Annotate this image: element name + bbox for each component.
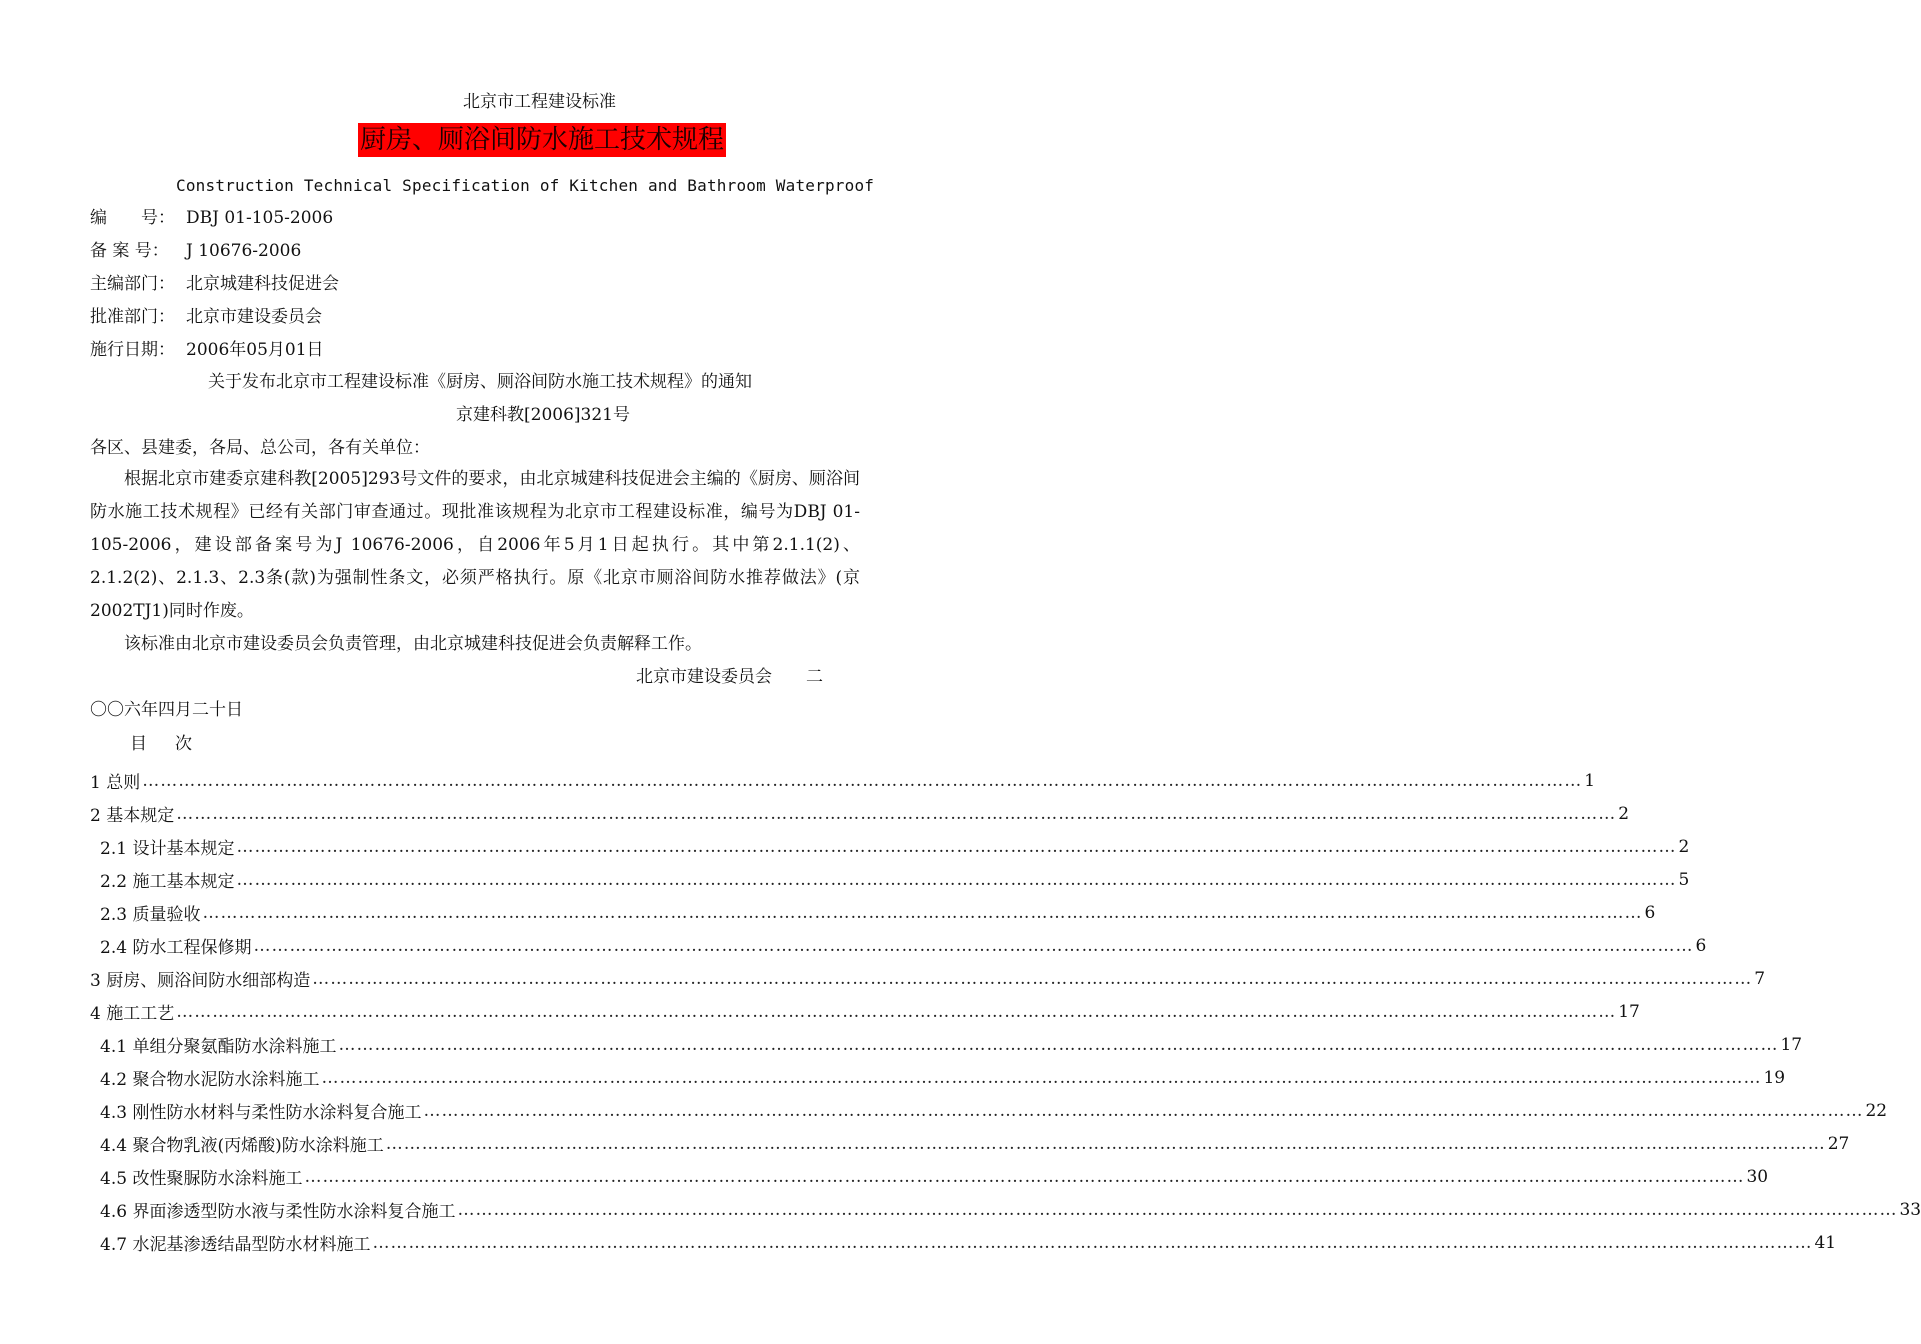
toc-entry[interactable]	[90, 1061, 1786, 1094]
toc-entry[interactable]	[90, 797, 1630, 830]
toc-entry-label: 2 基本规定	[90, 806, 175, 826]
notice-title: 关于发布北京市工程建设标准《厨房、厕浴间防水施工技术规程》的通知	[208, 372, 752, 392]
english-title: Construction Technical Specification of Kitchen and Bathroom Waterproof	[176, 176, 875, 195]
document-title: 厨房、厕浴间防水施工技术规程	[360, 125, 725, 155]
meta-editor	[90, 273, 339, 295]
toc-entry-page: 6	[1695, 935, 1707, 956]
toc-leader-dots: ……………………………………………………………………………………………………………………………………………………………………………………………………………………	[236, 869, 1677, 890]
toc-entry-page: 17	[1618, 1001, 1640, 1022]
meta-date	[90, 339, 324, 361]
toc-entry-label: 3 厨房、厕浴间防水细部构造	[90, 971, 311, 991]
toc-leader-dots: ……………………………………………………………………………………………………………………………………………………………………………………………………………………	[304, 1166, 1745, 1187]
toc-leader-dots: ……………………………………………………………………………………………………………………………………………………………………………………………………………………	[338, 1034, 1779, 1055]
toc-leader-dots: ……………………………………………………………………………………………………………………………………………………………………………………………………………………	[176, 803, 1617, 824]
toc-entry[interactable]	[90, 1226, 1837, 1259]
toc-leader-dots: ……………………………………………………………………………………………………………………………………………………………………………………………………………………	[385, 1133, 1826, 1154]
notice-paragraph-1: 根据北京市建委京建科教[2005]293号文件的要求，由北京城建科技促进会主编的《厨房、厕浴间防水施工技术规程》已经有关部门审查通过。现批准该规程为北京市工程建设标准，编号为DBJ 01-105-2006，建设部备案号为J 10676-2006，自2006年5月1日起执行。其中第2.1.1(2)、2.1.2(2)、2.1.3、2.3条(款)为强制性条文，必须严格执行。原《北京市厕浴间防水推荐做法》(京2002TJ1)同时作废。	[90, 469, 860, 621]
toc-entry-label: 4.2 聚合物水泥防水涂料施工	[100, 1070, 320, 1090]
toc-entry-page: 19	[1763, 1067, 1786, 1088]
toc-entry-page: 2	[1618, 803, 1630, 824]
toc-leader-dots: ……………………………………………………………………………………………………………………………………………………………………………………………………………………	[253, 935, 1694, 956]
signature-date: 〇〇六年四月二十日	[90, 700, 243, 720]
toc-entry[interactable]	[90, 896, 1656, 929]
toc-entry[interactable]	[90, 1160, 1769, 1193]
standard-series: 北京市工程建设标准	[463, 92, 616, 112]
meta-code-value: DBJ 01-105-2006	[186, 208, 334, 228]
toc-leader-dots: ……………………………………………………………………………………………………………………………………………………………………………………………………………………	[457, 1199, 1898, 1220]
toc-leader-dots: ……………………………………………………………………………………………………………………………………………………………………………………………………………………	[142, 770, 1583, 791]
toc-entry[interactable]	[90, 995, 1640, 1028]
toc-entry-page: 2	[1678, 836, 1690, 857]
toc-leader-dots: ……………………………………………………………………………………………………………………………………………………………………………………………………………………	[372, 1232, 1813, 1253]
toc-entry-page: 22	[1865, 1100, 1888, 1121]
toc-leader-dots: ……………………………………………………………………………………………………………………………………………………………………………………………………………………	[236, 836, 1677, 857]
toc-entry-label: 2.3 质量验收	[100, 905, 201, 925]
toc-entry[interactable]	[90, 830, 1690, 863]
meta-date-value: 2006年05月01日	[186, 340, 324, 360]
signature: 北京市建设委员会 二	[636, 667, 823, 687]
toc-entry[interactable]	[90, 863, 1690, 896]
toc-leader-dots: ……………………………………………………………………………………………………………………………………………………………………………………………………………………	[176, 1001, 1617, 1022]
meta-approver-value: 北京市建设委员会	[186, 307, 322, 327]
toc-leader-dots: ……………………………………………………………………………………………………………………………………………………………………………………………………………………	[202, 902, 1643, 923]
meta-editor-label: 主编部门：	[90, 274, 175, 294]
toc-title-a: 目	[130, 734, 147, 754]
toc-entry-label: 4.5 改性聚脲防水涂料施工	[100, 1169, 303, 1189]
toc-entry[interactable]	[90, 1094, 1888, 1127]
toc-entry-page: 7	[1754, 968, 1766, 989]
toc-title-b: 次	[175, 734, 192, 754]
meta-editor-value: 北京城建科技促进会	[186, 274, 339, 294]
toc-entry-page: 17	[1780, 1034, 1803, 1055]
toc-entry[interactable]	[90, 962, 1766, 995]
meta-approver-label: 批准部门：	[90, 307, 175, 327]
toc-entry[interactable]	[90, 1127, 1850, 1160]
meta-code	[90, 207, 333, 229]
toc-title	[130, 733, 192, 755]
notice-addressee: 各区、县建委，各局、总公司，各有关单位：	[90, 438, 430, 458]
meta-approver	[90, 306, 322, 328]
toc-entry-label: 2.4 防水工程保修期	[100, 938, 252, 958]
notice-body	[90, 463, 860, 661]
toc-entry-page: 41	[1814, 1232, 1837, 1253]
table-of-contents	[90, 764, 1921, 1259]
toc-entry[interactable]	[90, 1193, 1921, 1226]
meta-record-value: J 10676-2006	[186, 241, 302, 261]
toc-entry-page: 5	[1678, 869, 1690, 890]
toc-entry-label: 4 施工工艺	[90, 1004, 175, 1024]
toc-leader-dots: ……………………………………………………………………………………………………………………………………………………………………………………………………………………	[321, 1067, 1762, 1088]
toc-entry-page: 1	[1584, 770, 1596, 791]
toc-entry-label: 4.3 刚性防水材料与柔性防水涂料复合施工	[100, 1103, 422, 1123]
toc-entry-page: 30	[1746, 1166, 1769, 1187]
meta-date-label: 施行日期：	[90, 340, 175, 360]
toc-entry-label: 4.1 单组分聚氨酯防水涂料施工	[100, 1037, 337, 1057]
toc-entry-label: 4.4 聚合物乳液(丙烯酸)防水涂料施工	[100, 1136, 384, 1156]
meta-record	[90, 240, 301, 262]
toc-entry-label: 2.2 施工基本规定	[100, 872, 235, 892]
toc-entry-page: 6	[1644, 902, 1656, 923]
toc-entry[interactable]	[90, 1028, 1803, 1061]
toc-entry-label: 2.1 设计基本规定	[100, 839, 235, 859]
toc-entry[interactable]	[90, 764, 1596, 797]
toc-entry-page: 27	[1827, 1133, 1850, 1154]
toc-entry-label: 4.6 界面渗透型防水液与柔性防水涂料复合施工	[100, 1202, 456, 1222]
notice-paragraph-2: 该标准由北京市建设委员会负责管理，由北京城建科技促进会负责解释工作。	[124, 634, 702, 654]
toc-entry-label: 4.7 水泥基渗透结晶型防水材料施工	[100, 1235, 371, 1255]
toc-entry[interactable]	[90, 929, 1707, 962]
toc-entry-label: 1 总则	[90, 773, 141, 793]
meta-record-label: 备 案 号：	[90, 241, 169, 261]
meta-code-label: 编 号：	[90, 208, 175, 228]
toc-leader-dots: ……………………………………………………………………………………………………………………………………………………………………………………………………………………	[423, 1100, 1864, 1121]
notice-number: 京建科教[2006]321号	[456, 405, 630, 425]
toc-leader-dots: ……………………………………………………………………………………………………………………………………………………………………………………………………………………	[312, 968, 1753, 989]
toc-entry-page: 33	[1899, 1199, 1921, 1220]
